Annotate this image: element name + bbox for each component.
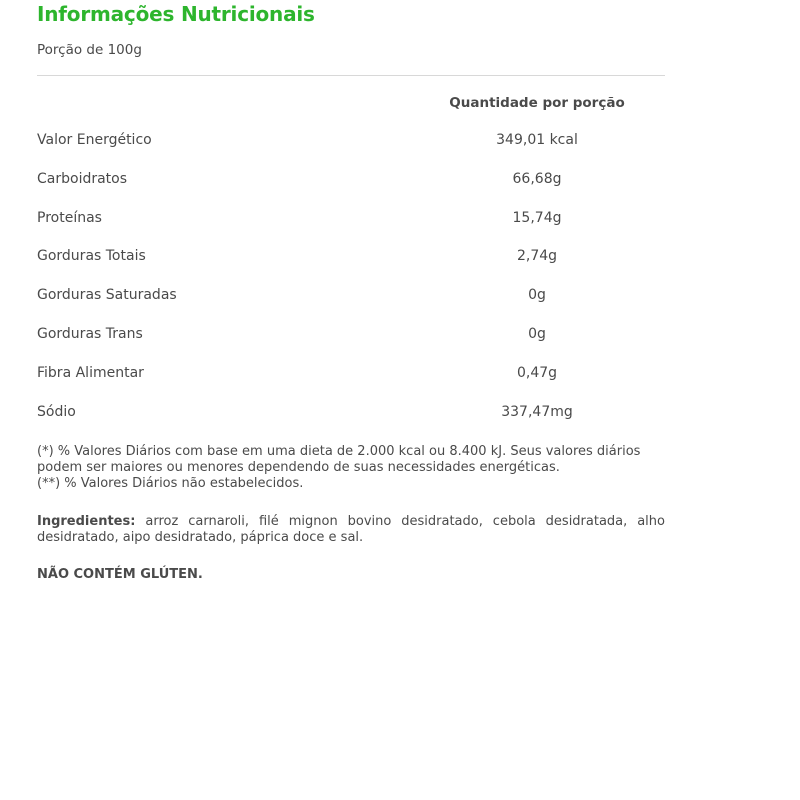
footnotes: [37, 444, 665, 492]
ingredients-list: arroz carnaroli, filé mignon bovino desidratado, cebola desidratada, alho desidratado, aipo desidratado, páprica doce e sal.: [37, 514, 665, 545]
nutrient-label: Sódio: [37, 403, 76, 420]
nutrient-value: 0,47g: [516, 364, 558, 381]
table-row: [37, 365, 665, 404]
header-divider: [37, 75, 665, 76]
nutrient-value: 15,74g: [512, 209, 562, 226]
nutrient-value: 0g: [528, 325, 546, 342]
nutrient-value: 337,47mg: [501, 403, 573, 420]
table-row: [37, 287, 665, 326]
gluten-notice: NÃO CONTÉM GLÚTEN.: [37, 567, 203, 582]
nutrient-value: 66,68g: [512, 170, 562, 187]
table-row: [37, 210, 665, 249]
footnote-daily-values: (*) % Valores Diários com base em uma dieta de 2.000 kcal ou 8.400 kJ. Seus valores diários podem ser maiores ou menores dependendo de suas necessidades energéticas.: [37, 444, 641, 475]
table-row: [37, 404, 665, 443]
page-title: Informações Nutricionais: [37, 2, 315, 26]
nutrient-value: 349,01 kcal: [496, 132, 578, 148]
nutrient-label: Gorduras Totais: [37, 248, 146, 265]
table-row: [37, 132, 665, 171]
nutrient-label: Proteínas: [37, 209, 102, 226]
table-row: [37, 171, 665, 210]
nutrient-label: Carboidratos: [37, 170, 128, 187]
ingredients-text: [37, 514, 665, 546]
nutrient-label: Gorduras Saturadas: [37, 287, 177, 304]
nutrient-value: 0g: [528, 287, 546, 304]
table-row: [37, 326, 665, 365]
portion-size: Porção de 100g: [37, 42, 142, 58]
nutrition-table: [37, 132, 665, 442]
nutrient-value: 2,74g: [516, 248, 558, 265]
nutrient-label: Fibra Alimentar: [37, 364, 144, 381]
nutrient-label: Gorduras Trans: [37, 325, 143, 342]
column-header-quantity: Quantidade por porção: [449, 95, 625, 111]
nutrient-label: Valor Energético: [37, 132, 152, 148]
footnote-not-established: (**) % Valores Diários não estabelecidos.: [37, 476, 304, 491]
ingredients-label: Ingredientes:: [37, 514, 136, 529]
table-row: [37, 248, 665, 287]
